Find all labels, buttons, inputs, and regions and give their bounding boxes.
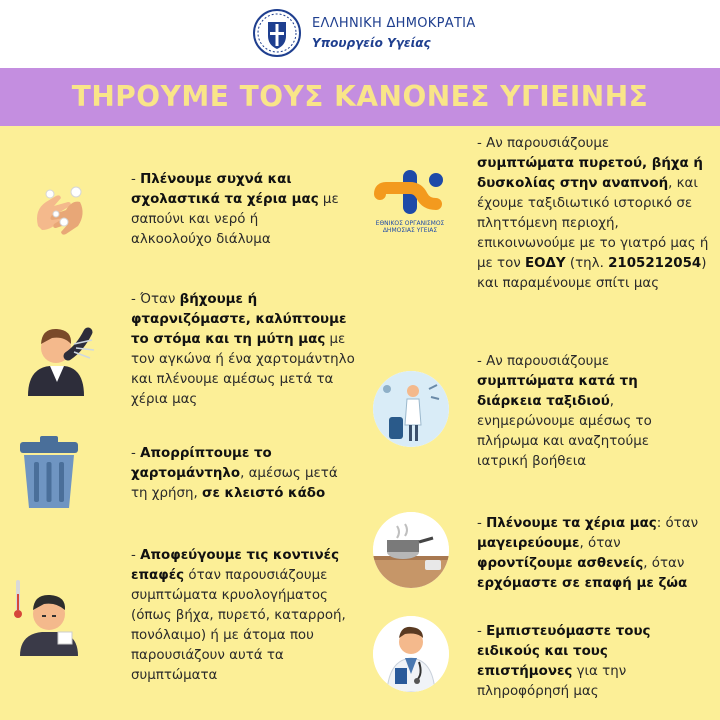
traveler-circle [373, 371, 449, 447]
cooking-circle [373, 512, 449, 588]
left-item-4-bold: Αποφεύγουμε τις κοντινές επαφές [131, 548, 340, 583]
right-item-3-bold: Πλένουμε τα χέρια μας [486, 516, 657, 531]
right-item-4 [477, 622, 692, 702]
doctor-icon [373, 616, 449, 692]
right-item-2 [477, 352, 702, 472]
left-item-2 [131, 290, 356, 410]
left-item-3-bold-2: σε κλειστό κάδο [202, 486, 326, 501]
right-item-4-bold: Εμπιστευόμαστε τους ειδικούς και τους επιστήμονες [477, 624, 651, 679]
left-item-4-text: όταν παρουσιάζουμε συμπτώματα κρυολογήματος (όπως βήχα, πυρετό, καταρροή, πονόλαιμο) ή με άτομα που παρουσιάζουν αυτά τα συμπτώματα [131, 568, 346, 683]
greek-emblem-icon [252, 8, 302, 58]
right-item-2-dash: - [477, 354, 487, 369]
left-item-3-bold: Απορρίπτουμε το χαρτομάντηλο [131, 446, 272, 481]
right-item-1-eody: ΕΟΔΥ [525, 256, 566, 271]
right-item-3-text-2: , όταν [579, 536, 621, 551]
right-item-2-text: , ενημερώνουμε αμέσως το πλήρωμα και αναζητούμε ιατρική βοήθεια [477, 394, 652, 469]
left-item-3-text: , αμέσως μετά τη χρήση, [131, 466, 338, 501]
doctor-circle [373, 616, 449, 692]
eody-logo-line1: ΕΘΝΙΚΟΣ ΟΡΓΑΝΙΣΜΟΣ [375, 220, 445, 227]
eody-logo-line2: ΔΗΜΟΣΙΑΣ ΥΓΕΙΑΣ [382, 227, 438, 232]
right-item-1-text-2: (τηλ. [565, 256, 609, 271]
banner [0, 68, 720, 126]
right-item-3-bold-4: ερχόμαστε σε επαφή με ζώα [477, 576, 688, 591]
traveler-icon [373, 371, 449, 447]
sick-person-icon [6, 572, 94, 656]
left-item-1-dash: - [131, 172, 141, 187]
right-item-4-dash: - [477, 624, 487, 639]
right-item-2-bold: συμπτώματα κατά τη διάρκεια ταξιδιού [477, 374, 638, 409]
right-item-3-bold-2: μαγειρεύουμε [477, 536, 580, 551]
right-item-3-text: : όταν [656, 516, 699, 531]
sneezing-person-icon [14, 312, 98, 396]
left-item-1 [131, 170, 343, 250]
left-item-4-dash: - [131, 548, 141, 563]
eody-logo-icon [370, 166, 450, 232]
left-item-1-text: με σαπούνι και νερό ή αλκοολούχο διάλυμα [131, 192, 339, 247]
right-item-1-text-start: Αν παρουσιάζουμε [486, 136, 610, 151]
header-subtitle: Υπουργείο Υγείας [312, 36, 431, 50]
right-item-3-text-3: , όταν [643, 556, 685, 571]
right-item-3-dash: - [477, 516, 487, 531]
left-item-2-text: με τον αγκώνα ή ένα χαρτομάντηλο και πλένουμε αμέσως μετά τα χέρια μας [131, 332, 355, 407]
right-item-1-dash: - [477, 136, 487, 151]
right-item-1-text: , και έχουμε ταξιδιωτικό ιστορικό σε πληττόμενη περιοχή, επικοινωνούμε με το γιατρό μας ή με τον [477, 176, 709, 271]
banner-title: ΤΗΡΟΥΜΕ ΤΟΥΣ ΚΑΝΟΝΕΣ ΥΓΙΕΙΝΗΣ [71, 80, 649, 113]
left-item-3-dash: - [131, 446, 141, 461]
cooking-icon [373, 512, 449, 588]
left-item-3 [131, 444, 346, 504]
right-item-4-text: για την πληροφόρησή μας [477, 664, 627, 699]
right-item-1-phone: 2105212054 [608, 256, 702, 271]
left-item-2-bold: βήχουμε ή φταρνιζόμαστε, καλύπτουμε το στόμα και τη μύτη μας [131, 292, 347, 347]
right-item-1-text-3: ) και παραμένουμε σπίτι μας [477, 256, 707, 291]
header [0, 0, 720, 68]
right-item-1 [477, 134, 709, 294]
left-item-4 [131, 546, 363, 686]
left-item-2-dash: - [131, 292, 141, 307]
header-title: ΕΛΛΗΝΙΚΗ ΔΗΜΟΚΡΑΤΙΑ [312, 16, 476, 31]
right-item-3 [477, 514, 709, 594]
left-item-1-bold: Πλένουμε συχνά και σχολαστικά τα χέρια μας [131, 172, 319, 207]
left-item-2-text-start: Όταν [140, 292, 180, 307]
trash-bin-icon [16, 436, 82, 510]
main-panel [0, 126, 720, 720]
right-item-2-text-start: Αν παρουσιάζουμε [486, 354, 610, 369]
right-item-3-bold-3: φροντίζουμε ασθενείς [477, 556, 644, 571]
handwashing-icon [20, 174, 98, 252]
right-item-1-bold: συμπτώματα πυρετού, βήχα ή δυσκολίας στην αναπνοή [477, 156, 703, 191]
